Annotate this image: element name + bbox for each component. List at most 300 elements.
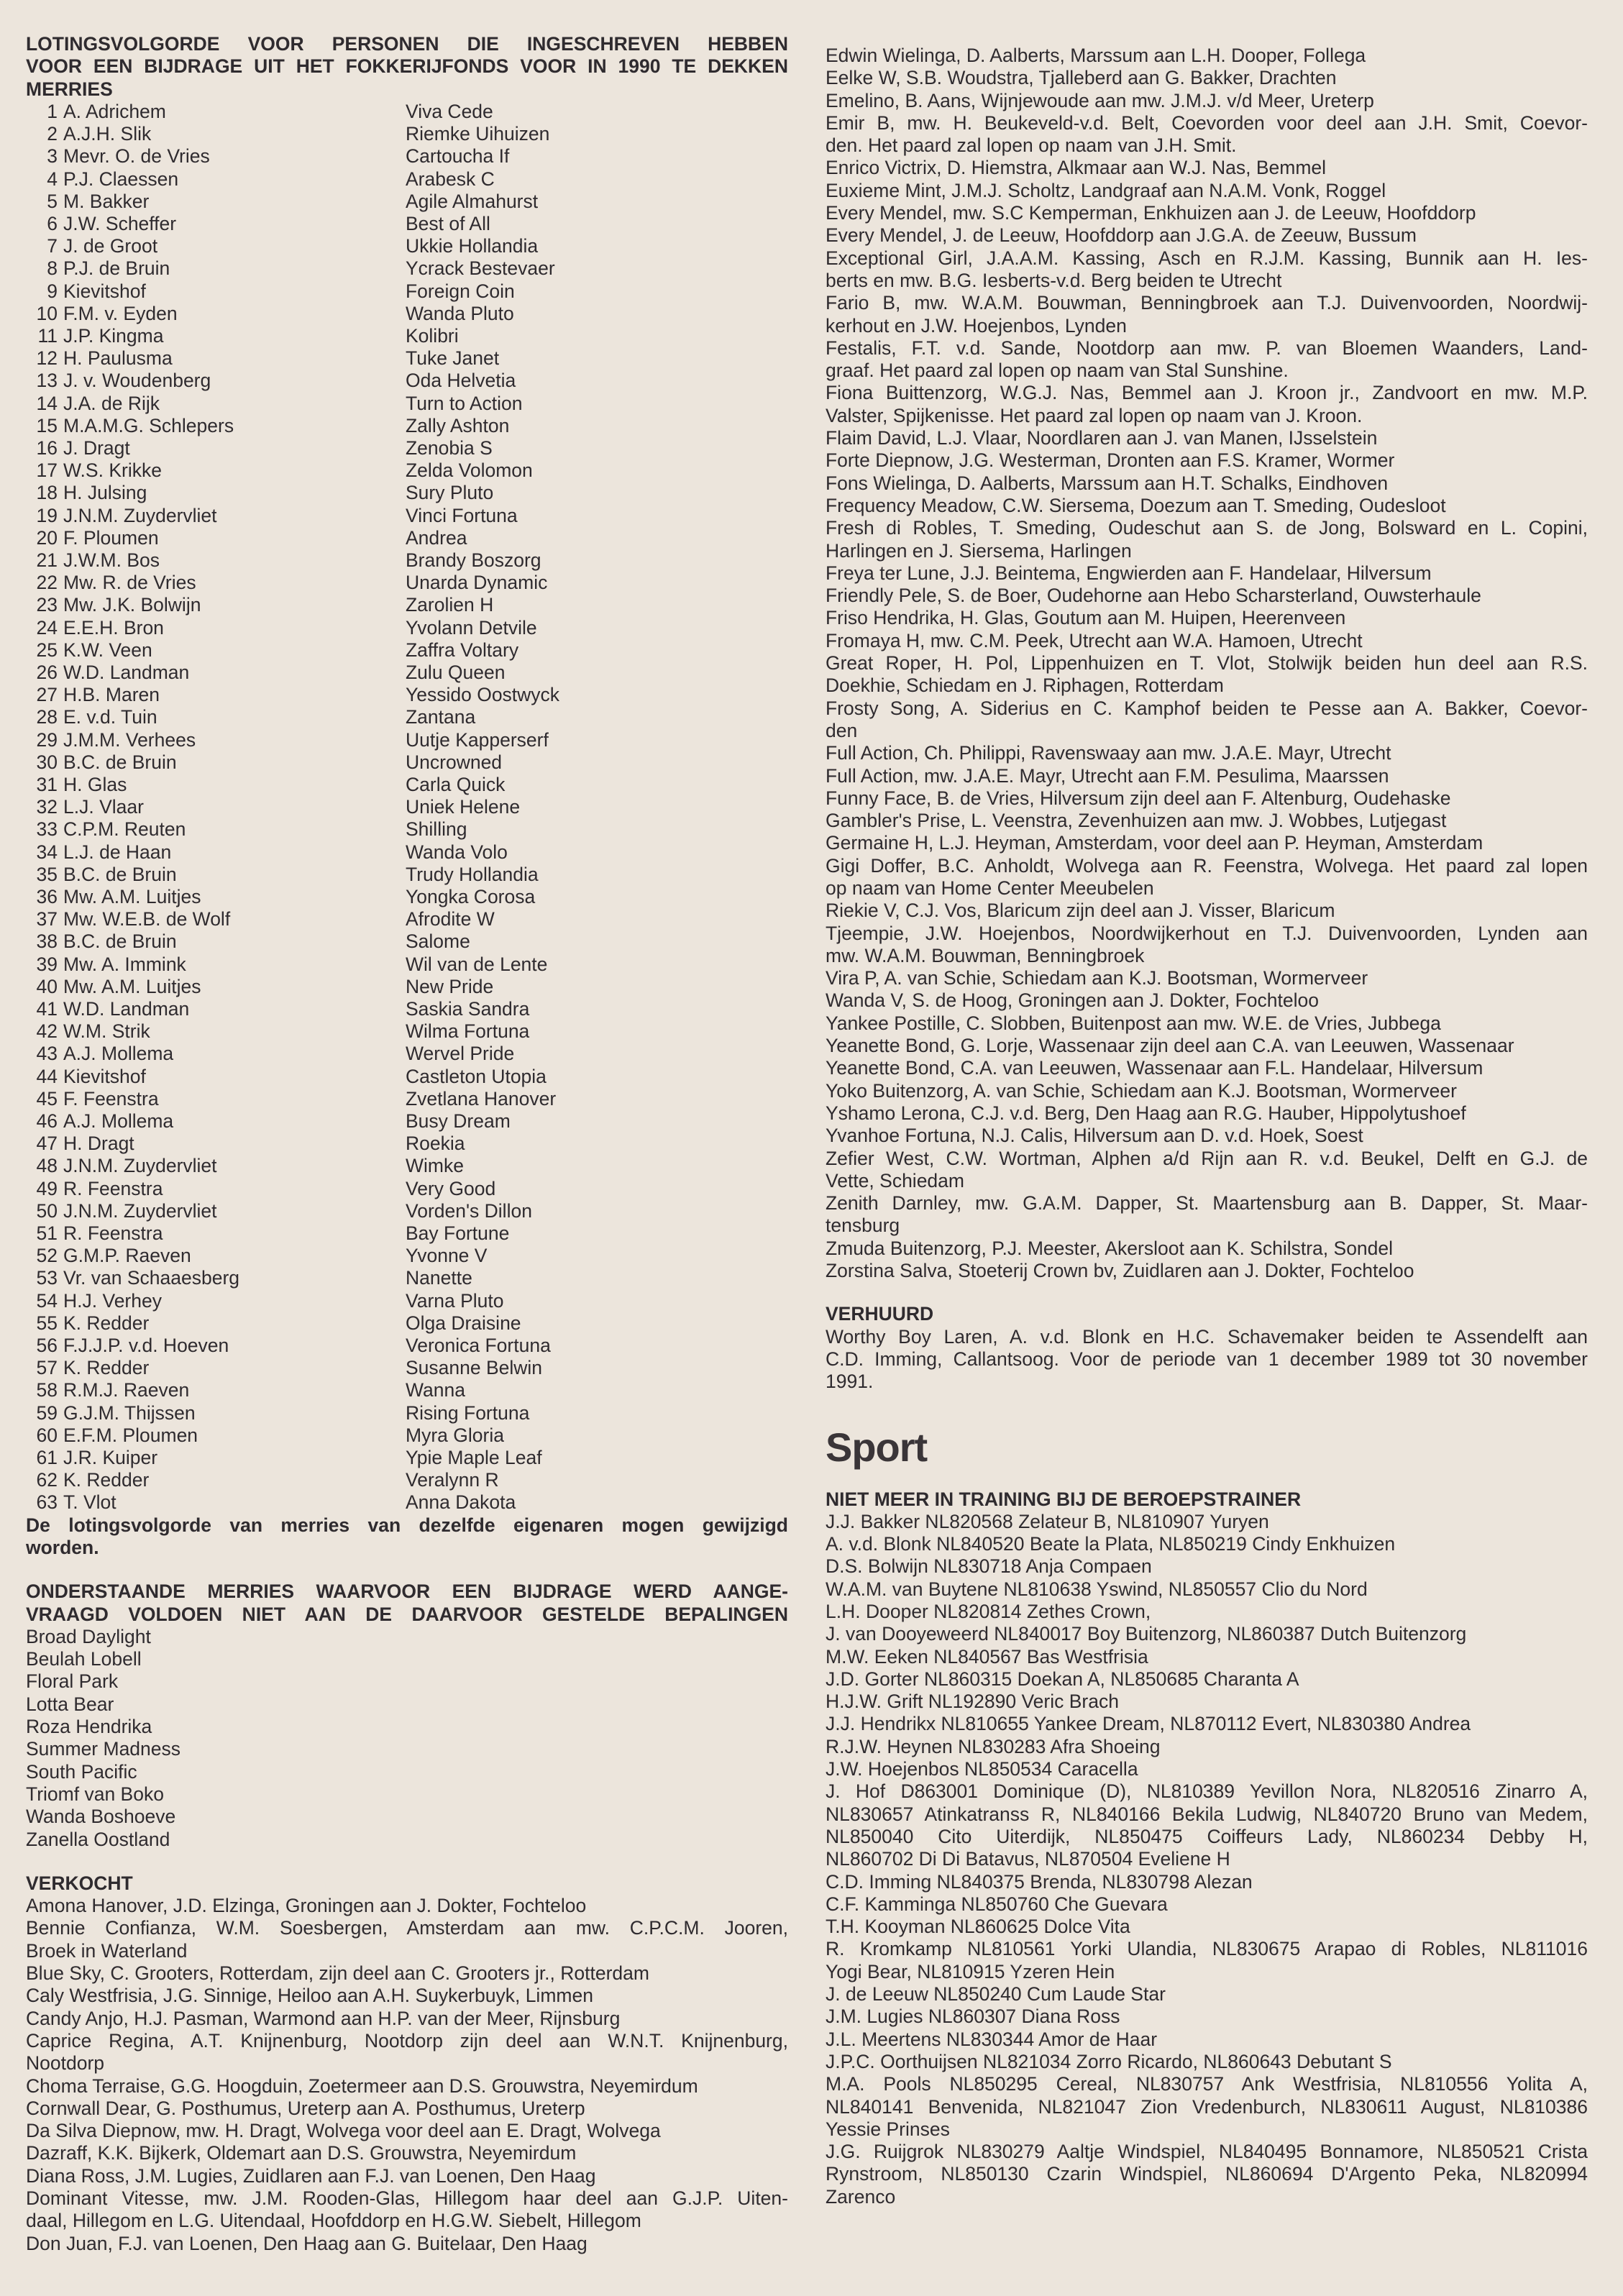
text-line: Caly Westfrisia, J.G. Sinnige, Heiloo aan A.H. Suykerbuyk, Limmen — [26, 1985, 593, 2007]
verhuurd-heading: VERHUURD — [826, 1303, 934, 1325]
lot-entry-row — [26, 1020, 788, 1043]
text-line: J. Hof D863001 Dominique (D), NL810389 Yevillon Nora, NL820516 Zinarro A, — [826, 1780, 1588, 1803]
lot-number: 52 — [36, 1245, 58, 1267]
text-line: Worthy Boy Laren, A. v.d. Blonk en H.C. Schavemaker beiden te Assendelft aan — [826, 1325, 1588, 1348]
text-line: Frequency Meadow, C.W. Siersema, Doezum aan T. Smeding, Oudesloot — [826, 494, 1446, 516]
lot-owner: Vr. van Schaaesberg — [63, 1267, 240, 1289]
lot-entry-row — [26, 572, 788, 594]
lot-mare: Salome — [406, 930, 470, 953]
lot-mare: Kolibri — [406, 324, 459, 347]
lot-mare: Ukkie Hollandia — [406, 235, 539, 257]
text-line: tensburg — [826, 1215, 900, 1237]
text-line: Vira P, A. van Schie, Schiedam aan K.J. Bootsman, Wormerveer — [826, 967, 1368, 989]
lot-mare: Arabesk C — [406, 168, 495, 190]
lot-number: 2 — [47, 123, 58, 145]
mare-name: Floral Park — [26, 1670, 119, 1693]
text-line: Dominant Vitesse, mw. J.M. Rooden-Glas, Hillegom haar deel aan G.J.P. Uiten- — [26, 2187, 788, 2209]
lot-owner: Kievitshof — [63, 1065, 146, 1087]
text-line: Cornwall Dear, G. Posthumus, Ureterp aan A. Posthumus, Ureterp — [26, 2097, 585, 2119]
lot-mare: Saskia Sandra — [406, 998, 530, 1020]
lot-entry-row — [26, 729, 788, 751]
lot-number: 60 — [36, 1424, 58, 1446]
lot-entry-row — [26, 213, 788, 235]
lot-mare: Zaffra Voltary — [406, 639, 519, 661]
lot-entry-row — [26, 325, 788, 347]
lot-entry-row — [26, 1491, 788, 1514]
lot-number: 9 — [47, 280, 58, 302]
text-line: Zarenco — [826, 2185, 896, 2208]
lot-number: 54 — [36, 1289, 58, 1312]
text-line: Blue Sky, C. Grooters, Rotterdam, zijn deel aan C. Grooters jr., Rotterdam — [26, 1962, 649, 1985]
lot-mare: Wanna — [406, 1379, 465, 1401]
lot-entry-row — [26, 527, 788, 549]
lot-mare: Veronica Fortuna — [406, 1335, 551, 1357]
text-line: Edwin Wielinga, D. Aalberts, Marssum aan L.H. Dooper, Follega — [826, 45, 1366, 66]
text-line: Bennie Confianza, W.M. Soesbergen, Amsterdam aan mw. C.P.C.M. Jooren, — [26, 1917, 788, 1939]
text-line: R.J.W. Heynen NL830283 Afra Shoeing — [826, 1735, 1161, 1757]
text-line: den. Het paard zal lopen op naam van J.H. Smit. — [826, 134, 1237, 157]
text-line: Riekie V, C.J. Vos, Blaricum zijn deel aan J. Visser, Blaricum — [826, 900, 1335, 922]
lot-owner: B.C. de Bruin — [63, 751, 177, 773]
text-line: J.G. Ruijgrok NL830279 Aaltje Windspiel, NL840495 Bonnamore, NL850521 Crista — [826, 2141, 1588, 2163]
lot-owner: J.R. Kuiper — [63, 1447, 158, 1469]
lot-number: 6 — [47, 212, 58, 234]
text-line: W.A.M. van Buytene NL810638 Yswind, NL850557 Clio du Nord — [826, 1578, 1368, 1600]
lot-owner: E. v.d. Tuin — [63, 706, 157, 728]
lot-entry-row — [26, 347, 788, 370]
lot-owner: Mw. R. de Vries — [63, 572, 196, 594]
text-line: R. Kromkamp NL810561 Yorki Ulandia, NL830675 Arapao di Robles, NL811016 — [826, 1938, 1588, 1960]
lot-mare: Rising Fortuna — [406, 1401, 530, 1424]
lot-owner: Mw. A. Immink — [63, 953, 186, 975]
lot-entry-row — [26, 1155, 788, 1177]
text-line: NL860702 Di Di Batavus, NL870504 Eveliene H — [826, 1848, 1230, 1870]
lot-entry-row — [26, 908, 788, 930]
lot-mare: Oda Helvetia — [406, 370, 516, 392]
text-line: Yvanhoe Fortuna, N.J. Calis, Hilversum aan D. v.d. Hoek, Soest — [826, 1125, 1363, 1147]
text-line: Zefier West, C.W. Wortman, Alphen a/d Rijn aan R. v.d. Beukel, Delft en G.J. de — [826, 1147, 1588, 1169]
lot-entry-row — [26, 662, 788, 684]
lot-entry-row — [26, 123, 788, 145]
text-line: J.J. Bakker NL820568 Zelateur B, NL810907 Yuryen — [826, 1510, 1269, 1532]
lot-number: 12 — [36, 347, 58, 370]
lot-entry-row — [26, 998, 788, 1020]
lot-entry-row — [26, 1469, 788, 1491]
lot-mare: Foreign Coin — [406, 280, 515, 302]
verkocht-list-left — [26, 1895, 788, 2255]
text-line: Nootdorp — [26, 2052, 105, 2075]
text-line: J.D. Gorter NL860315 Doekan A, NL850685 Charanta A — [826, 1668, 1299, 1690]
lot-entry-row — [26, 796, 788, 818]
lot-owner: H.B. Maren — [63, 684, 160, 706]
lot-number: 29 — [36, 728, 58, 751]
text-line: Doekhie, Schiedam en J. Riphagen, Rotterdam — [826, 674, 1224, 697]
lot-owner: K. Redder — [63, 1357, 150, 1379]
lot-owner: W.M. Strik — [63, 1020, 150, 1043]
lot-number: 25 — [36, 639, 58, 661]
lot-entry-row — [26, 953, 788, 976]
text-line: J.L. Meertens NL830344 Amor de Haar — [826, 2028, 1158, 2050]
lot-entry-row — [26, 818, 788, 841]
lot-entry-row — [26, 101, 788, 123]
lot-mare: Turn to Action — [406, 392, 523, 414]
lot-number: 23 — [36, 594, 58, 616]
text-line: Choma Terraise, G.G. Hoogduin, Zoetermeer aan D.S. Grouwstra, Neyemirdum — [26, 2075, 698, 2097]
lot-mare: Ycrack Bestevaer — [406, 257, 555, 280]
text-line: D.S. Bolwijn NL830718 Anja Compaen — [826, 1555, 1152, 1578]
lot-entry-row — [26, 841, 788, 864]
lot-number: 44 — [36, 1065, 58, 1087]
lot-entry-row — [26, 594, 788, 616]
lot-owner: Kievitshof — [63, 280, 146, 302]
text-line: Freya ter Lune, J.J. Beintema, Engwierden aan F. Handelaar, Hilversum — [826, 562, 1432, 584]
lot-mare: Varna Pluto — [406, 1289, 504, 1312]
lot-owner: G.J.M. Thijssen — [63, 1401, 196, 1424]
lot-entry-row — [26, 505, 788, 527]
lot-mare: Olga Draisine — [406, 1312, 521, 1334]
lot-mare: Riemke Uihuizen — [406, 123, 550, 145]
lot-owner: F.M. v. Eyden — [63, 302, 178, 324]
lot-number: 22 — [36, 572, 58, 594]
lot-entry-row — [26, 1357, 788, 1379]
text-line: Funny Face, B. de Vries, Hilversum zijn deel aan F. Altenburg, Oudehaske — [826, 787, 1451, 809]
lot-number: 31 — [36, 773, 58, 795]
lot-number: 50 — [36, 1199, 58, 1222]
lot-number: 27 — [36, 684, 58, 706]
lot-number: 33 — [36, 818, 58, 841]
lot-mare: Roekia — [406, 1133, 465, 1155]
left-column — [26, 0, 788, 2255]
lot-owner: A. Adrichem — [63, 100, 166, 122]
text-line: Amona Hanover, J.D. Elzinga, Groningen aan J. Dokter, Fochteloo — [26, 1895, 587, 1917]
lot-mare: Ypie Maple Leaf — [406, 1447, 542, 1469]
lot-mare: Vinci Fortuna — [406, 504, 518, 526]
lot-owner: H.J. Verhey — [63, 1289, 162, 1312]
lotingsvolgorde-note — [26, 1514, 788, 1560]
text-line: Flaim David, L.J. Vlaar, Noordlaren aan J. van Manen, IJsselstein — [826, 427, 1378, 449]
lot-owner: W.S. Krikke — [63, 459, 162, 482]
lot-number: 43 — [36, 1043, 58, 1065]
text-line: Emir B, mw. H. Beukeveld-v.d. Belt, Coevorden voor deel aan J.H. Smit, Coevor- — [826, 111, 1588, 134]
verkocht-list-right — [826, 0, 1588, 1282]
mare-name: South Pacific — [26, 1760, 137, 1783]
lot-owner: B.C. de Bruin — [63, 863, 177, 885]
text-line: Tjeempie, J.W. Hoejenbos, Noordwijkerhout en T.J. Duivenvoorden, Lynden aan — [826, 922, 1588, 944]
lot-owner: W.D. Landman — [63, 661, 190, 683]
lot-entry-row — [26, 1222, 788, 1245]
text-line: den — [826, 719, 858, 741]
lot-owner: J. Dragt — [63, 436, 130, 459]
lot-entry-row — [26, 235, 788, 257]
lot-mare: Susanne Belwin — [406, 1357, 543, 1379]
lot-owner: A.J. Mollema — [63, 1110, 174, 1133]
text-line: Friso Hendrika, H. Glas, Goutum aan M. Huipen, Heerenveen — [826, 607, 1346, 629]
lot-entry-row — [26, 437, 788, 459]
lot-owner: J.P. Kingma — [63, 324, 164, 347]
lot-number: 63 — [36, 1491, 58, 1514]
text-line: A. v.d. Blonk NL840520 Beate la Plata, NL850219 Cindy Enkhuizen — [826, 1533, 1396, 1555]
text-line: daal, Hillegom en L.G. Uitendaal, Hoofddorp en H.G.W. Siebelt, Hillegom — [26, 2210, 641, 2232]
text-line: Zmuda Buitenzorg, P.J. Meester, Akersloot aan K. Schilstra, Sondel — [826, 1237, 1394, 1259]
lot-entry-row — [26, 617, 788, 639]
text-line: Germaine H, L.J. Heyman, Amsterdam, voor deel aan P. Heyman, Amsterdam — [826, 832, 1483, 854]
sport-heading: NIET MEER IN TRAINING BIJ DE BEROEPSTRAINER — [826, 1488, 1302, 1510]
lot-owner: W.D. Landman — [63, 998, 190, 1020]
lot-number: 42 — [36, 1020, 58, 1043]
text-line: Exceptional Girl, J.A.A.M. Kassing, Asch en R.J.M. Kassing, Bunnik aan H. Ies- — [826, 247, 1588, 269]
lot-number: 57 — [36, 1357, 58, 1379]
lot-number: 34 — [36, 841, 58, 863]
lot-owner: Mw. A.M. Luitjes — [63, 975, 201, 997]
lot-number: 11 — [37, 324, 58, 347]
lot-entry-row — [26, 1447, 788, 1469]
text-line: Yogi Bear, NL810915 Yzeren Hein — [826, 1960, 1115, 1982]
niet-voldoen-list — [26, 1626, 788, 1851]
lot-owner: Mw. J.K. Bolwijn — [63, 594, 201, 616]
lot-number: 46 — [36, 1110, 58, 1133]
text-line: Every Mendel, mw. S.C Kemperman, Enkhuizen aan J. de Leeuw, Hoofddorp — [826, 202, 1476, 224]
lot-mare: Anna Dakota — [406, 1491, 516, 1514]
verhuurd-list — [826, 1326, 1588, 1394]
lot-entry-row — [26, 191, 788, 213]
text-line: Da Silva Diepnow, mw. H. Dragt, Wolvega voor deel aan E. Dragt, Wolvega — [26, 2120, 661, 2142]
text-line: Eelke W, S.B. Woudstra, Tjalleberd aan G. Bakker, Drachten — [826, 67, 1337, 89]
lot-number: 51 — [36, 1222, 58, 1245]
mare-name: Wanda Boshoeve — [26, 1806, 176, 1828]
lot-owner: H. Paulusma — [63, 347, 173, 370]
lot-owner: E.F.M. Ploumen — [63, 1424, 198, 1446]
lot-number: 53 — [36, 1267, 58, 1289]
note-line: De lotingsvolgorde van merries van dezelfde eigenaren mogen gewijzigd — [26, 1514, 788, 1536]
text-line: M.A. Pools NL850295 Cereal, NL830757 Ank Westfrisia, NL810556 Yolita A, — [826, 2073, 1588, 2095]
lot-entry-row — [26, 930, 788, 953]
lot-owner: L.J. Vlaar — [63, 796, 144, 818]
lot-mare: Uniek Helene — [406, 796, 521, 818]
lot-number: 55 — [36, 1312, 58, 1334]
lot-mare: Wil van de Lente — [406, 953, 548, 975]
lot-owner: M. Bakker — [63, 190, 150, 212]
lot-mare: Veralynn R — [406, 1469, 499, 1491]
lot-number: 8 — [47, 257, 58, 280]
lot-mare: Very Good — [406, 1177, 496, 1199]
lot-mare: Zantana — [406, 706, 476, 728]
text-line: H.J.W. Grift NL192890 Veric Brach — [826, 1691, 1119, 1713]
lot-owner: Mw. A.M. Luitjes — [63, 886, 201, 907]
lot-number: 15 — [36, 414, 58, 436]
lot-mare: Castleton Utopia — [406, 1065, 547, 1087]
text-line: Forte Diepnow, J.G. Westerman, Dronten aan F.S. Kramer, Wormer — [826, 449, 1395, 472]
lot-number: 1 — [47, 100, 58, 122]
lot-owner: H. Glas — [63, 773, 127, 795]
text-line: Fario B, mw. W.A.M. Bouwman, Benningbroek aan T.J. Duivenvoorden, Noordwij- — [826, 292, 1588, 314]
text-line: Yankee Postille, C. Slobben, Buitenpost aan mw. W.E. de Vries, Jubbega — [826, 1012, 1441, 1034]
lot-entry-row — [26, 1178, 788, 1200]
lot-mare: Best of All — [406, 212, 490, 234]
mare-name: Lotta Bear — [26, 1693, 114, 1715]
lot-entry-row — [26, 1043, 788, 1065]
text-line: J. van Dooyeweerd NL840017 Boy Buitenzorg, NL860387 Dutch Buitenzorg — [826, 1623, 1467, 1645]
lot-mare: Andrea — [406, 526, 467, 549]
lot-owner: J.N.M. Zuydervliet — [63, 504, 217, 526]
lot-number: 20 — [36, 526, 58, 549]
lot-entry-row — [26, 864, 788, 886]
text-line: T.H. Kooyman NL860625 Dolce Vita — [826, 1916, 1130, 1938]
lot-number: 58 — [36, 1379, 58, 1401]
lot-entry-row — [26, 549, 788, 572]
mare-name: Beulah Lobell — [26, 1648, 142, 1670]
lot-mare: Zulu Queen — [406, 661, 506, 683]
lot-mare: Wilma Fortuna — [406, 1020, 530, 1043]
lot-owner: H. Dragt — [63, 1133, 134, 1155]
lot-owner: J.W. Scheffer — [63, 212, 177, 234]
lot-number: 7 — [47, 235, 58, 257]
lot-mare: Uncrowned — [406, 751, 503, 773]
lot-number: 32 — [36, 796, 58, 818]
lot-entry-row — [26, 168, 788, 191]
lot-mare: Shilling — [406, 818, 467, 841]
lot-owner: G.M.P. Raeven — [63, 1245, 191, 1267]
text-line: C.F. Kamminga NL850760 Che Guevara — [826, 1893, 1168, 1915]
lot-number: 41 — [36, 998, 58, 1020]
text-line: Yshamo Lerona, C.J. v.d. Berg, Den Haag aan R.G. Hauber, Hippolytushoef — [826, 1102, 1466, 1124]
text-line: 1991. — [826, 1371, 874, 1393]
text-line: C.D. Imming, Callantsoog. Voor de periode van 1 december 1989 tot 30 november — [826, 1348, 1588, 1370]
lot-number: 21 — [36, 549, 58, 571]
text-line: Harlingen en J. Siersema, Harlingen — [826, 539, 1132, 562]
text-line: Wanda V, S. de Hoog, Groningen aan J. Dokter, Fochteloo — [826, 989, 1319, 1012]
lot-owner: Mevr. O. de Vries — [63, 145, 210, 168]
text-line: Fromaya H, mw. C.M. Peek, Utrecht aan W.A. Hamoen, Utrecht — [826, 629, 1363, 651]
lot-owner: K. Redder — [63, 1469, 150, 1491]
lot-entry-row — [26, 415, 788, 437]
lot-entry-row — [26, 1110, 788, 1133]
lot-owner: F. Feenstra — [63, 1087, 159, 1110]
heading-line: VOOR EEN BIJDRAGE UIT HET FOKKERIJFONDS VOOR IN 1990 TE DEKKEN — [26, 55, 788, 78]
lot-entry-row — [26, 1312, 788, 1335]
text-line: mw. W.A.M. Bouwman, Benningbroek — [826, 944, 1145, 966]
lot-number: 45 — [36, 1087, 58, 1110]
lot-mare: Zarolien H — [406, 594, 494, 616]
text-line: J. de Leeuw NL850240 Cum Laude Star — [826, 1983, 1166, 2005]
mare-name: Zanella Oostland — [26, 1828, 170, 1850]
lot-owner: L.J. de Haan — [63, 841, 172, 863]
lot-entry-row — [26, 976, 788, 998]
sport-title: Sport — [826, 1424, 928, 1470]
lot-mare: Afrodite W — [406, 908, 495, 930]
lot-number: 61 — [36, 1447, 58, 1469]
lot-owner: T. Vlot — [63, 1491, 116, 1514]
lotingsvolgorde-list — [26, 101, 788, 1514]
sport-list — [826, 1511, 1588, 2208]
lot-owner: E.E.H. Bron — [63, 616, 164, 639]
lot-mare: Wimke — [406, 1155, 464, 1177]
lot-entry-row — [26, 1245, 788, 1267]
text-line: NL840141 Benvenida, NL821047 Zion Vredenburch, NL830611 August, NL810386 — [826, 2095, 1588, 2118]
text-line: NL850040 Cito Uiterdijk, NL850475 Coiffeurs Lady, NL860234 Debby H, — [826, 1825, 1588, 1847]
text-line: M.W. Eeken NL840567 Bas Westfrisia — [826, 1645, 1148, 1668]
text-line: Full Action, mw. J.A.E. Mayr, Utrecht aan F.M. Pesulima, Maarssen — [826, 764, 1389, 787]
lot-owner: B.C. de Bruin — [63, 930, 177, 953]
lot-mare: Myra Gloria — [406, 1424, 504, 1446]
lot-owner: K. Redder — [63, 1312, 150, 1334]
text-line: Friendly Pele, S. de Boer, Oudehorne aan Hebo Scharsterland, Ouwsterhaule — [826, 585, 1481, 607]
lot-number: 3 — [47, 145, 58, 168]
lot-number: 10 — [36, 302, 58, 324]
lot-number: 37 — [36, 908, 58, 930]
right-column — [826, 0, 1588, 2208]
lot-owner: R. Feenstra — [63, 1177, 163, 1199]
lot-entry-row — [26, 886, 788, 908]
lot-entry-row — [26, 459, 788, 482]
text-line: Gigi Doffer, B.C. Anholdt, Wolvega aan R. Feenstra, Wolvega. Het paard zal lopen — [826, 854, 1588, 877]
note-line: worden. — [26, 1536, 99, 1558]
mare-name: Triomf van Boko — [26, 1783, 164, 1805]
text-line: Candy Anjo, H.J. Pasman, Warmond aan H.P. van der Meer, Rijnsburg — [26, 2007, 621, 2029]
text-line: Diana Ross, J.M. Lugies, Zuidlaren aan F.J. van Loenen, Den Haag — [26, 2164, 596, 2187]
text-line: Yoko Buitenzorg, A. van Schie, Schiedam aan K.J. Bootsman, Wormerveer — [826, 1079, 1457, 1102]
text-line: Emelino, B. Aans, Wijnjewoude aan mw. J.M.J. v/d Meer, Ureterp — [826, 89, 1374, 111]
lot-number: 18 — [36, 482, 58, 504]
text-line: Yeanette Bond, C.A. van Leeuwen, Wassenaar aan F.L. Handelaar, Hilversum — [826, 1057, 1483, 1079]
lot-mare: Uutje Kapperserf — [406, 728, 549, 751]
lot-entry-row — [26, 370, 788, 392]
lot-number: 13 — [36, 370, 58, 392]
lot-mare: Nanette — [406, 1267, 472, 1289]
text-line: Full Action, Ch. Philippi, Ravenswaay aan mw. J.A.E. Mayr, Utrecht — [826, 742, 1391, 764]
text-line: Yeanette Bond, G. Lorje, Wassenaar zijn deel aan C.A. van Leeuwen, Wassenaar — [826, 1035, 1514, 1057]
lot-mare: Wanda Pluto — [406, 302, 514, 324]
lot-owner: J. v. Woudenberg — [63, 370, 211, 392]
text-line: J.J. Hendrikx NL810655 Yankee Dream, NL870112 Evert, NL830380 Andrea — [826, 1713, 1471, 1735]
lot-number: 40 — [36, 975, 58, 997]
text-line: Don Juan, F.J. van Loenen, Den Haag aan G. Buitelaar, Den Haag — [26, 2232, 588, 2254]
lot-number: 17 — [36, 459, 58, 482]
lot-number: 35 — [36, 863, 58, 885]
lot-entry-row — [26, 257, 788, 280]
lot-owner: J.N.M. Zuydervliet — [63, 1155, 217, 1177]
heading-line: VRAAGD VOLDOEN NIET AAN DE DAARVOOR GESTELDE BEPALINGEN — [26, 1603, 788, 1625]
lot-owner: A.J.H. Slik — [63, 123, 152, 145]
lot-mare: Brandy Boszorg — [406, 549, 541, 571]
text-line: Frosty Song, A. Siderius en C. Kamphof beiden te Pesse aan A. Bakker, Coevor- — [826, 697, 1588, 719]
lot-entry-row — [26, 1066, 788, 1088]
lot-mare: Zvetlana Hanover — [406, 1087, 557, 1110]
text-line: Festalis, F.T. v.d. Sande, Nootdorp aan mw. P. van Bloemen Waanders, Land- — [826, 337, 1588, 359]
lot-entry-row — [26, 280, 788, 303]
lot-entry-row — [26, 1379, 788, 1401]
lot-owner: J. de Groot — [63, 235, 158, 257]
lot-owner: J.M.M. Verhees — [63, 728, 196, 751]
text-line: Valster, Spijkenisse. Het paard zal lopen op naam van J. Kroon. — [826, 404, 1363, 426]
lot-number: 24 — [36, 616, 58, 639]
text-line: Broek in Waterland — [26, 1939, 188, 1962]
text-line: Rynstroom, NL850130 Czarin Windspiel, NL860694 D'Argento Peka, NL820994 — [826, 2163, 1588, 2185]
lot-mare: Zenobia S — [406, 436, 493, 459]
lot-mare: Trudy Hollandia — [406, 863, 539, 885]
lot-mare: Yessido Oostwyck — [406, 684, 560, 706]
lot-entry-row — [26, 1200, 788, 1222]
lot-owner: F. Ploumen — [63, 526, 159, 549]
text-line: J.W. Hoejenbos NL850534 Caracella — [826, 1758, 1138, 1780]
lot-number: 36 — [36, 886, 58, 907]
lot-number: 56 — [36, 1335, 58, 1357]
heading-line: MERRIES — [26, 78, 113, 100]
lot-number: 26 — [36, 661, 58, 683]
lot-mare: Busy Dream — [406, 1110, 511, 1133]
text-line: Dazraff, K.K. Bijkerk, Oldemart aan D.S. Grouwstra, Neyemirdum — [26, 2142, 577, 2164]
text-line: kerhout en J.W. Hoejenbos, Lynden — [826, 314, 1127, 337]
lot-entry-row — [26, 1133, 788, 1155]
